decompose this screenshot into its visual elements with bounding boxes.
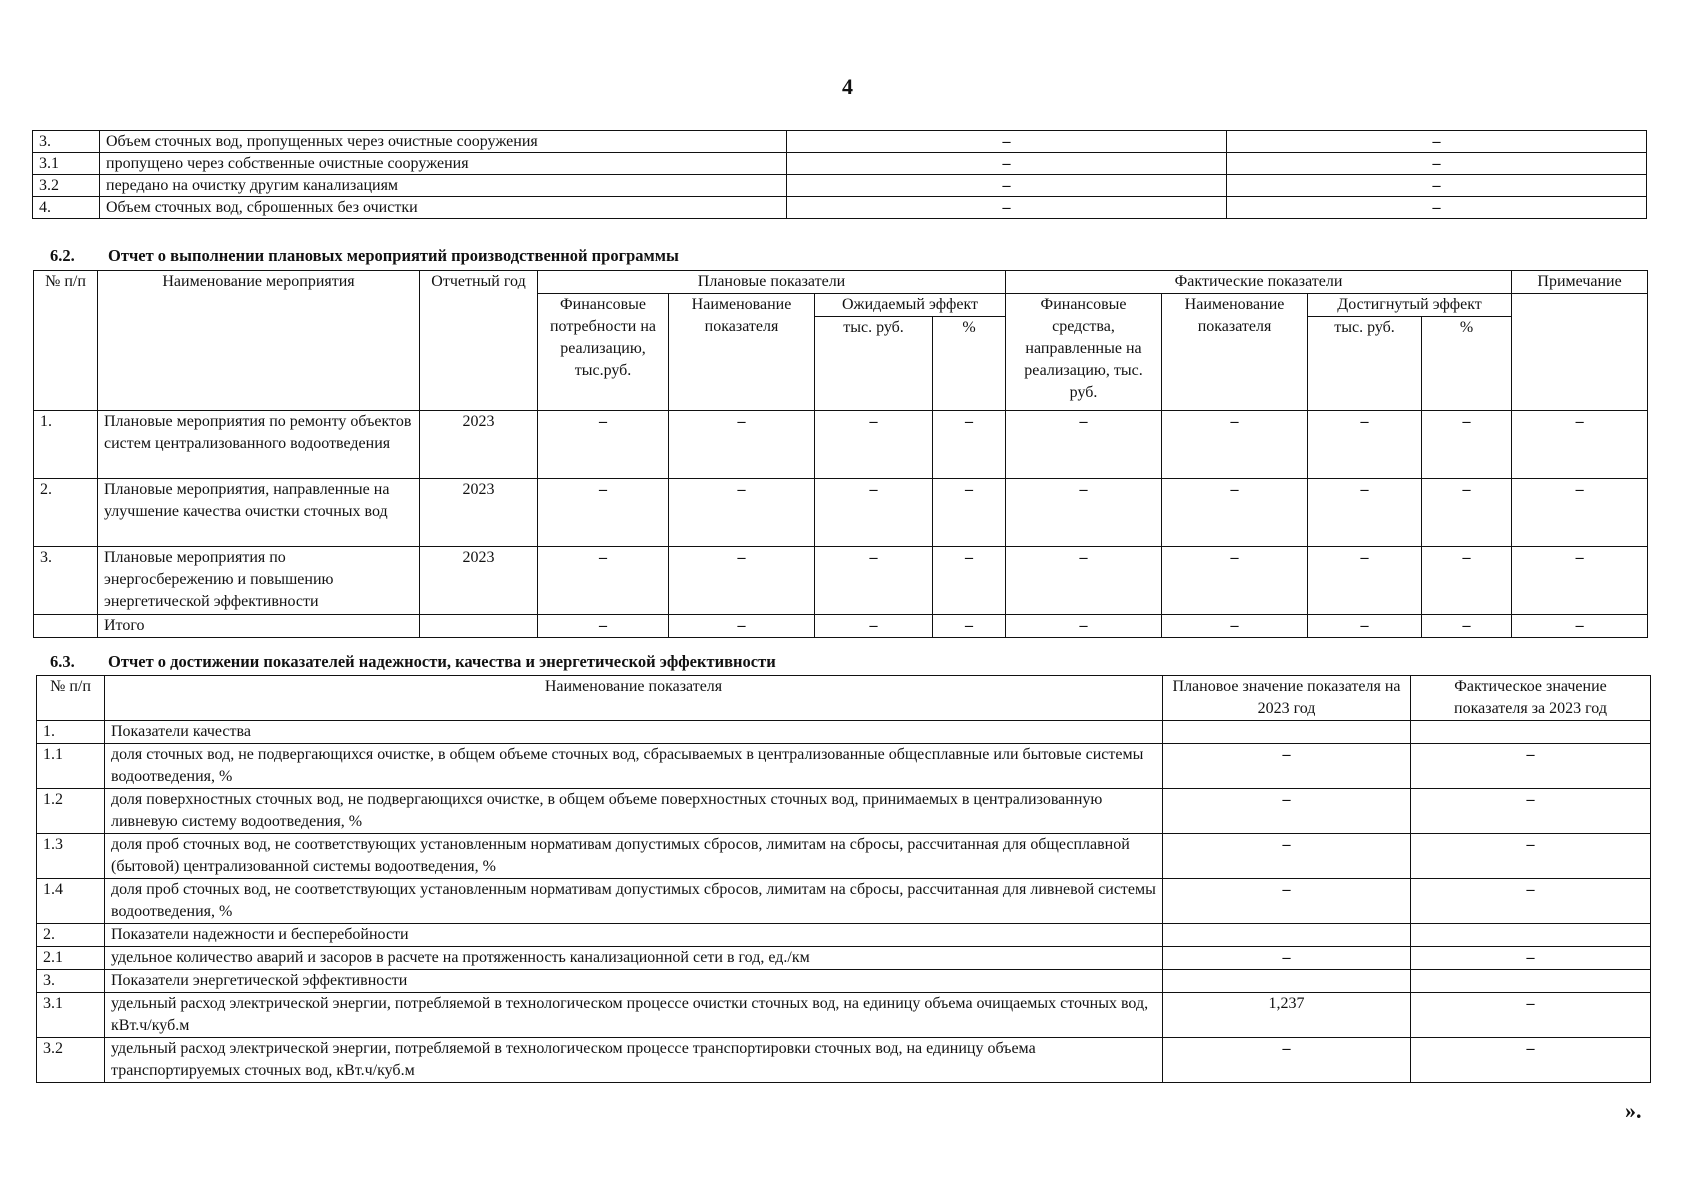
cell: – [815,411,933,479]
cell: – [1422,479,1512,547]
header-note-empty [1512,294,1648,411]
header-fact: Фактическое значение показателя за 2023 год [1411,676,1651,721]
table-row [34,547,1648,615]
row-number: 3.2 [37,1038,105,1083]
fact-value: – [1411,1038,1651,1083]
section-title-text: Отчет о выполнении плановых мероприятий производственной программы [108,246,679,265]
cell: – [669,615,815,638]
fact-value: – [1411,947,1651,970]
cell: – [933,411,1006,479]
indicator-name: доля поверхностных сточных вод, не подвергающихся очистке, в общем объеме поверхностных сточных вод, принимаемых в централизованную ливневую систему водоотведения, % [105,789,1163,834]
row-name: пропущено через собственные очистные сооружения [100,153,787,175]
cell: – [815,615,933,638]
header-row [34,271,1648,294]
plan-value: – [1163,879,1411,924]
plan-value: – [1163,834,1411,879]
cell: – [1422,411,1512,479]
cell: – [1512,615,1648,638]
header-plan: Плановое значение показателя на 2023 год [1163,676,1411,721]
table-row [37,789,1651,834]
row-name: Объем сточных вод, сброшенных без очистки [100,197,787,219]
fact-value: – [1411,993,1651,1038]
cell: – [538,615,669,638]
activity-year: 2023 [420,479,538,547]
cell: – [1512,479,1648,547]
header-plan-fin: Финансовые потребности на реализацию, тыс.руб. [538,294,669,411]
cell: – [1422,547,1512,615]
plan-value [1163,924,1411,947]
table-row [33,197,1647,219]
header-plan-effect: Ожидаемый эффект [815,294,1006,317]
cell: – [1006,615,1162,638]
total-row [34,615,1648,638]
cell: – [1006,547,1162,615]
fact-value [1411,924,1651,947]
indicator-name: удельное количество аварий и засоров в расчете на протяженность канализационной сети в год, ед./км [105,947,1163,970]
activity-year: 2023 [420,547,538,615]
plan-value: – [787,197,1227,219]
wastewater-volume-table [32,130,1647,219]
row-number: 4. [33,197,100,219]
header-fact-indicator: Наименование показателя [1162,294,1308,411]
cell: – [1006,479,1162,547]
row-number: 1. [37,721,105,744]
cell: – [1512,411,1648,479]
table-row [37,744,1651,789]
activity-year: 2023 [420,411,538,479]
row-number: 3.1 [33,153,100,175]
cell: – [933,479,1006,547]
cell: – [815,479,933,547]
header-num: № п/п [37,676,105,721]
table-row [37,947,1651,970]
row-name: Объем сточных вод, пропущенных через очистные сооружения [100,131,787,153]
header-num: № п/п [34,271,98,411]
table-row [37,1038,1651,1083]
fact-value: – [1411,879,1651,924]
header-year: Отчетный год [420,271,538,411]
table-row [37,834,1651,879]
cell: – [1006,411,1162,479]
header-plan-pct: % [933,317,1006,411]
cell: – [933,547,1006,615]
table-row [34,479,1648,547]
row-number: 1. [34,411,98,479]
row-number: 1.4 [37,879,105,924]
section-6-2-title [50,246,679,266]
row-number: 1.1 [37,744,105,789]
row-number: 2. [34,479,98,547]
section-6-3-title [50,652,776,672]
fact-value: – [1411,789,1651,834]
cell: – [669,479,815,547]
header-fact-group: Фактические показатели [1006,271,1512,294]
plan-value: – [787,175,1227,197]
cell: – [1308,411,1422,479]
table-row [37,721,1651,744]
cell: – [669,411,815,479]
indicator-name: удельный расход электрической энергии, потребляемой в технологическом процессе очистки сточных вод, на единицу объема очищаемых сточных вод, кВт.ч/куб.м [105,993,1163,1038]
cell: – [1162,411,1308,479]
cell: – [1308,479,1422,547]
header-row [37,676,1651,721]
fact-value: – [1411,834,1651,879]
plan-value [1163,970,1411,993]
table-row [33,153,1647,175]
indicator-name: доля проб сточных вод, не соответствующих установленным нормативам допустимых сбросов, лимитам на сбросы, рассчитанная для ливневой системы водоотведения, % [105,879,1163,924]
cell: – [669,547,815,615]
row-number: 3. [34,547,98,615]
plan-value: 1,237 [1163,993,1411,1038]
plan-value: – [1163,947,1411,970]
table-row [37,970,1651,993]
cell: – [1162,479,1308,547]
row-name: передано на очистку другим канализациям [100,175,787,197]
row-number: 2. [37,924,105,947]
header-note: Примечание [1512,271,1648,294]
fact-value: – [1227,197,1647,219]
total-num-empty [34,615,98,638]
header-fact-rub: тыс. руб. [1308,317,1422,411]
table-row [37,879,1651,924]
fact-value: – [1411,744,1651,789]
cell: – [933,615,1006,638]
table-row [33,131,1647,153]
activity-name: Плановые мероприятия по ремонту объектов систем централизованного водоотведения [98,411,420,479]
cell: – [538,479,669,547]
header-name: Наименование показателя [105,676,1163,721]
row-number: 3. [33,131,100,153]
cell: – [1308,547,1422,615]
indicator-name: удельный расход электрической энергии, потребляемой в технологическом процессе транспортировки сточных вод, на единицу объема транспортируемых сточных вод, кВт.ч/куб.м [105,1038,1163,1083]
row-number: 3.1 [37,993,105,1038]
indicator-name: Показатели надежности и бесперебойности [105,924,1163,947]
plan-value: – [787,131,1227,153]
plan-value: – [1163,744,1411,789]
fact-value [1411,970,1651,993]
cell: – [538,411,669,479]
plan-value: – [1163,789,1411,834]
plan-value [1163,721,1411,744]
fact-value: – [1227,153,1647,175]
row-number: 3.2 [33,175,100,197]
table-row [37,993,1651,1038]
fact-value: – [1227,175,1647,197]
planned-activities-table [33,270,1648,638]
header-fact-pct: % [1422,317,1512,411]
cell: – [1162,615,1308,638]
indicator-name: Показатели энергетической эффективности [105,970,1163,993]
row-number: 2.1 [37,947,105,970]
total-year-empty [420,615,538,638]
table-row [37,924,1651,947]
indicator-name: доля проб сточных вод, не соответствующих установленным нормативам допустимых сбросов, лимитам на сбросы, рассчитанная для общесплавной (бытовой) централизованной системы водоотведения, % [105,834,1163,879]
header-fact-effect: Достигнутый эффект [1308,294,1512,317]
cell: – [1512,547,1648,615]
cell: – [1308,615,1422,638]
cell: – [538,547,669,615]
header-plan-indicator: Наименование показателя [669,294,815,411]
fact-value: – [1227,131,1647,153]
header-plan-rub: тыс. руб. [815,317,933,411]
closing-quote-mark: ». [1625,1098,1642,1123]
performance-indicators-table [36,675,1651,1083]
activity-name: Плановые мероприятия, направленные на улучшение качества очистки сточных вод [98,479,420,547]
header-fact-fin: Финансовые средства, направленные на реализацию, тыс. руб. [1006,294,1162,411]
table-row [34,411,1648,479]
plan-value: – [787,153,1227,175]
cell: – [1162,547,1308,615]
fact-value [1411,721,1651,744]
indicator-name: доля сточных вод, не подвергающихся очистке, в общем объеме сточных вод, сбрасываемых в централизованные общесплавные или бытовые системы водоотведения, % [105,744,1163,789]
row-number: 3. [37,970,105,993]
cell: – [1422,615,1512,638]
total-label: Итого [98,615,420,638]
page-number: 4 [842,74,853,99]
header-name: Наименование мероприятия [98,271,420,411]
section-number: 6.3. [50,652,75,671]
section-number: 6.2. [50,246,75,265]
indicator-name: Показатели качества [105,721,1163,744]
section-title-text: Отчет о достижении показателей надежности, качества и энергетической эффективности [108,652,776,671]
cell: – [815,547,933,615]
activity-name: Плановые мероприятия по энергосбережению и повышению энергетической эффективности [98,547,420,615]
header-plan-group: Плановые показатели [538,271,1006,294]
row-number: 1.2 [37,789,105,834]
row-number: 1.3 [37,834,105,879]
plan-value: – [1163,1038,1411,1083]
table-row [33,175,1647,197]
